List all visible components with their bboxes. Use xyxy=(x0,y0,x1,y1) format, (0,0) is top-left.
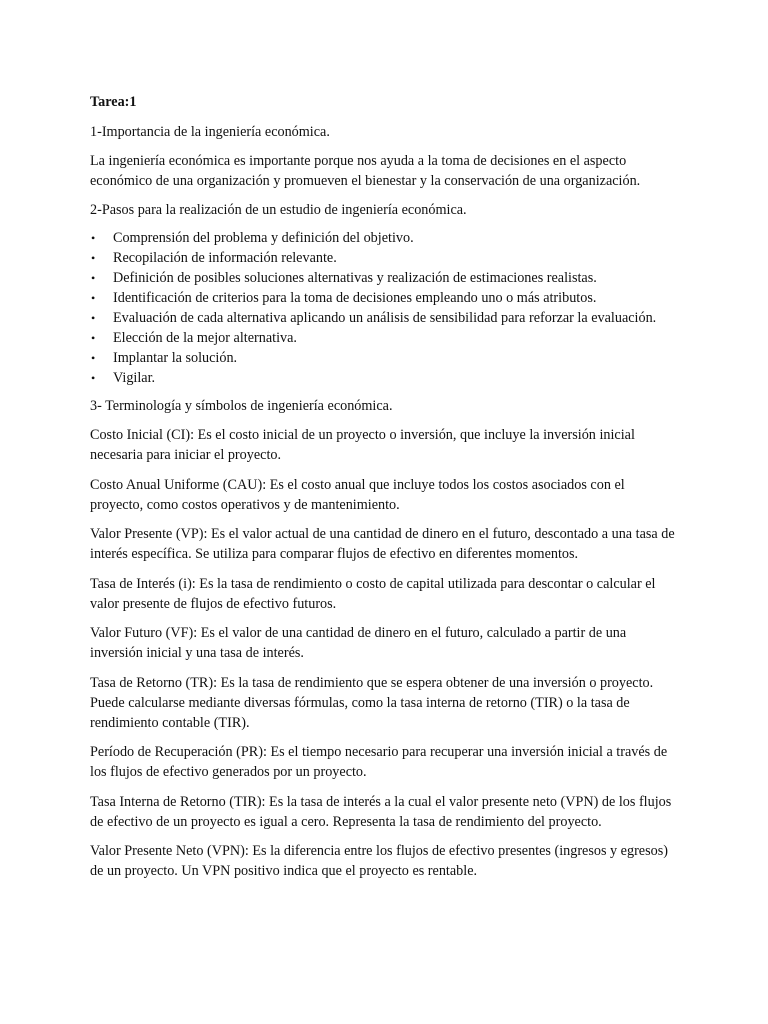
step-text: Recopilación de información relevante. xyxy=(113,250,337,266)
term-paragraph: Costo Anual Uniforme (CAU): Es el costo anual que incluye todos los costos asociados con el proyecto, como costos operativos y de mantenimiento. xyxy=(90,476,625,513)
step-text: Definición de posibles soluciones alternativas y realización de estimaciones realistas. xyxy=(113,270,597,286)
step-text: Implantar la solución. xyxy=(113,350,238,366)
term-paragraph: Costo Inicial (CI): Es el costo inicial de un proyecto o inversión, que incluye la inversión inicial necesaria para iniciar el proyecto. xyxy=(90,427,635,463)
term-paragraph: Tasa Interna de Retorno (TIR): Es la tasa de interés a la cual el valor presente neto (VPN) de los flujos de efectivo de un proyecto es igual a cero. Representa la tasa de rendimiento del proyecto. xyxy=(90,793,672,830)
section3-heading: 3- Terminología y símbolos de ingeniería económica. xyxy=(90,398,393,414)
section2-heading: 2-Pasos para la realización de un estudio de ingeniería económica. xyxy=(90,202,467,218)
document-page xyxy=(90,92,680,891)
bullet-icon: • xyxy=(91,271,96,285)
step-text: Vigilar. xyxy=(113,370,156,386)
list-item xyxy=(90,268,680,288)
bullet-icon: • xyxy=(91,371,96,385)
list-item xyxy=(90,288,680,308)
bullet-icon: • xyxy=(91,351,96,365)
step-text: Evaluación de cada alternativa aplicando un análisis de sensibilidad para reforzar la evaluación. xyxy=(113,310,657,326)
bullet-icon: • xyxy=(91,251,96,265)
step-text: Identificación de criterios para la toma de decisiones empleando uno o más atributos. xyxy=(113,290,597,306)
list-item xyxy=(90,368,680,388)
term-paragraph: Tasa de Retorno (TR): Es la tasa de rendimiento que se espera obtener de una inversión o proyecto. Puede calcularse mediante diversas fórmulas, como la tasa interna de retorno (TIR) o la tasa de rendimiento contable (TIR). xyxy=(90,674,654,731)
bullet-icon: • xyxy=(91,331,96,345)
bullet-icon: • xyxy=(91,231,96,245)
list-item xyxy=(90,248,680,268)
steps-list xyxy=(90,228,680,388)
step-text: Elección de la mejor alternativa. xyxy=(113,330,297,346)
bullet-icon: • xyxy=(91,311,96,325)
document-title: Tarea:1 xyxy=(90,94,137,110)
list-item xyxy=(90,328,680,348)
term-paragraph: Período de Recuperación (PR): Es el tiempo necesario para recuperar una inversión inicial a través de los flujos de efectivo generados por un proyecto. xyxy=(90,744,668,780)
term-paragraph: Valor Presente (VP): Es el valor actual de una cantidad de dinero en el futuro, descontado a una tasa de interés específica. Se utiliza para comparar flujos de efectivo en diferentes momentos. xyxy=(90,526,675,562)
list-item xyxy=(90,348,680,368)
bullet-icon: • xyxy=(91,291,96,305)
list-item xyxy=(90,228,680,248)
list-item xyxy=(90,308,680,328)
section1-heading: 1-Importancia de la ingeniería económica. xyxy=(90,124,330,140)
term-paragraph: Valor Presente Neto (VPN): Es la diferencia entre los flujos de efectivo presentes (ingresos y egresos) de un proyecto. Un VPN positivo indica que el proyecto es rentable. xyxy=(90,843,668,879)
term-paragraph: Valor Futuro (VF): Es el valor de una cantidad de dinero en el futuro, calculado a partir de una inversión inicial y una tasa de interés. xyxy=(90,625,627,661)
section1-paragraph: La ingeniería económica es importante porque nos ayuda a la toma de decisiones en el aspecto económico de una organización y promueven el bienestar y la conservación de una organización. xyxy=(90,153,641,189)
term-paragraph: Tasa de Interés (i): Es la tasa de rendimiento o costo de capital utilizada para descontar o calcular el valor presente de flujos de efectivo futuros. xyxy=(90,575,656,612)
step-text: Comprensión del problema y definición del objetivo. xyxy=(113,230,414,246)
